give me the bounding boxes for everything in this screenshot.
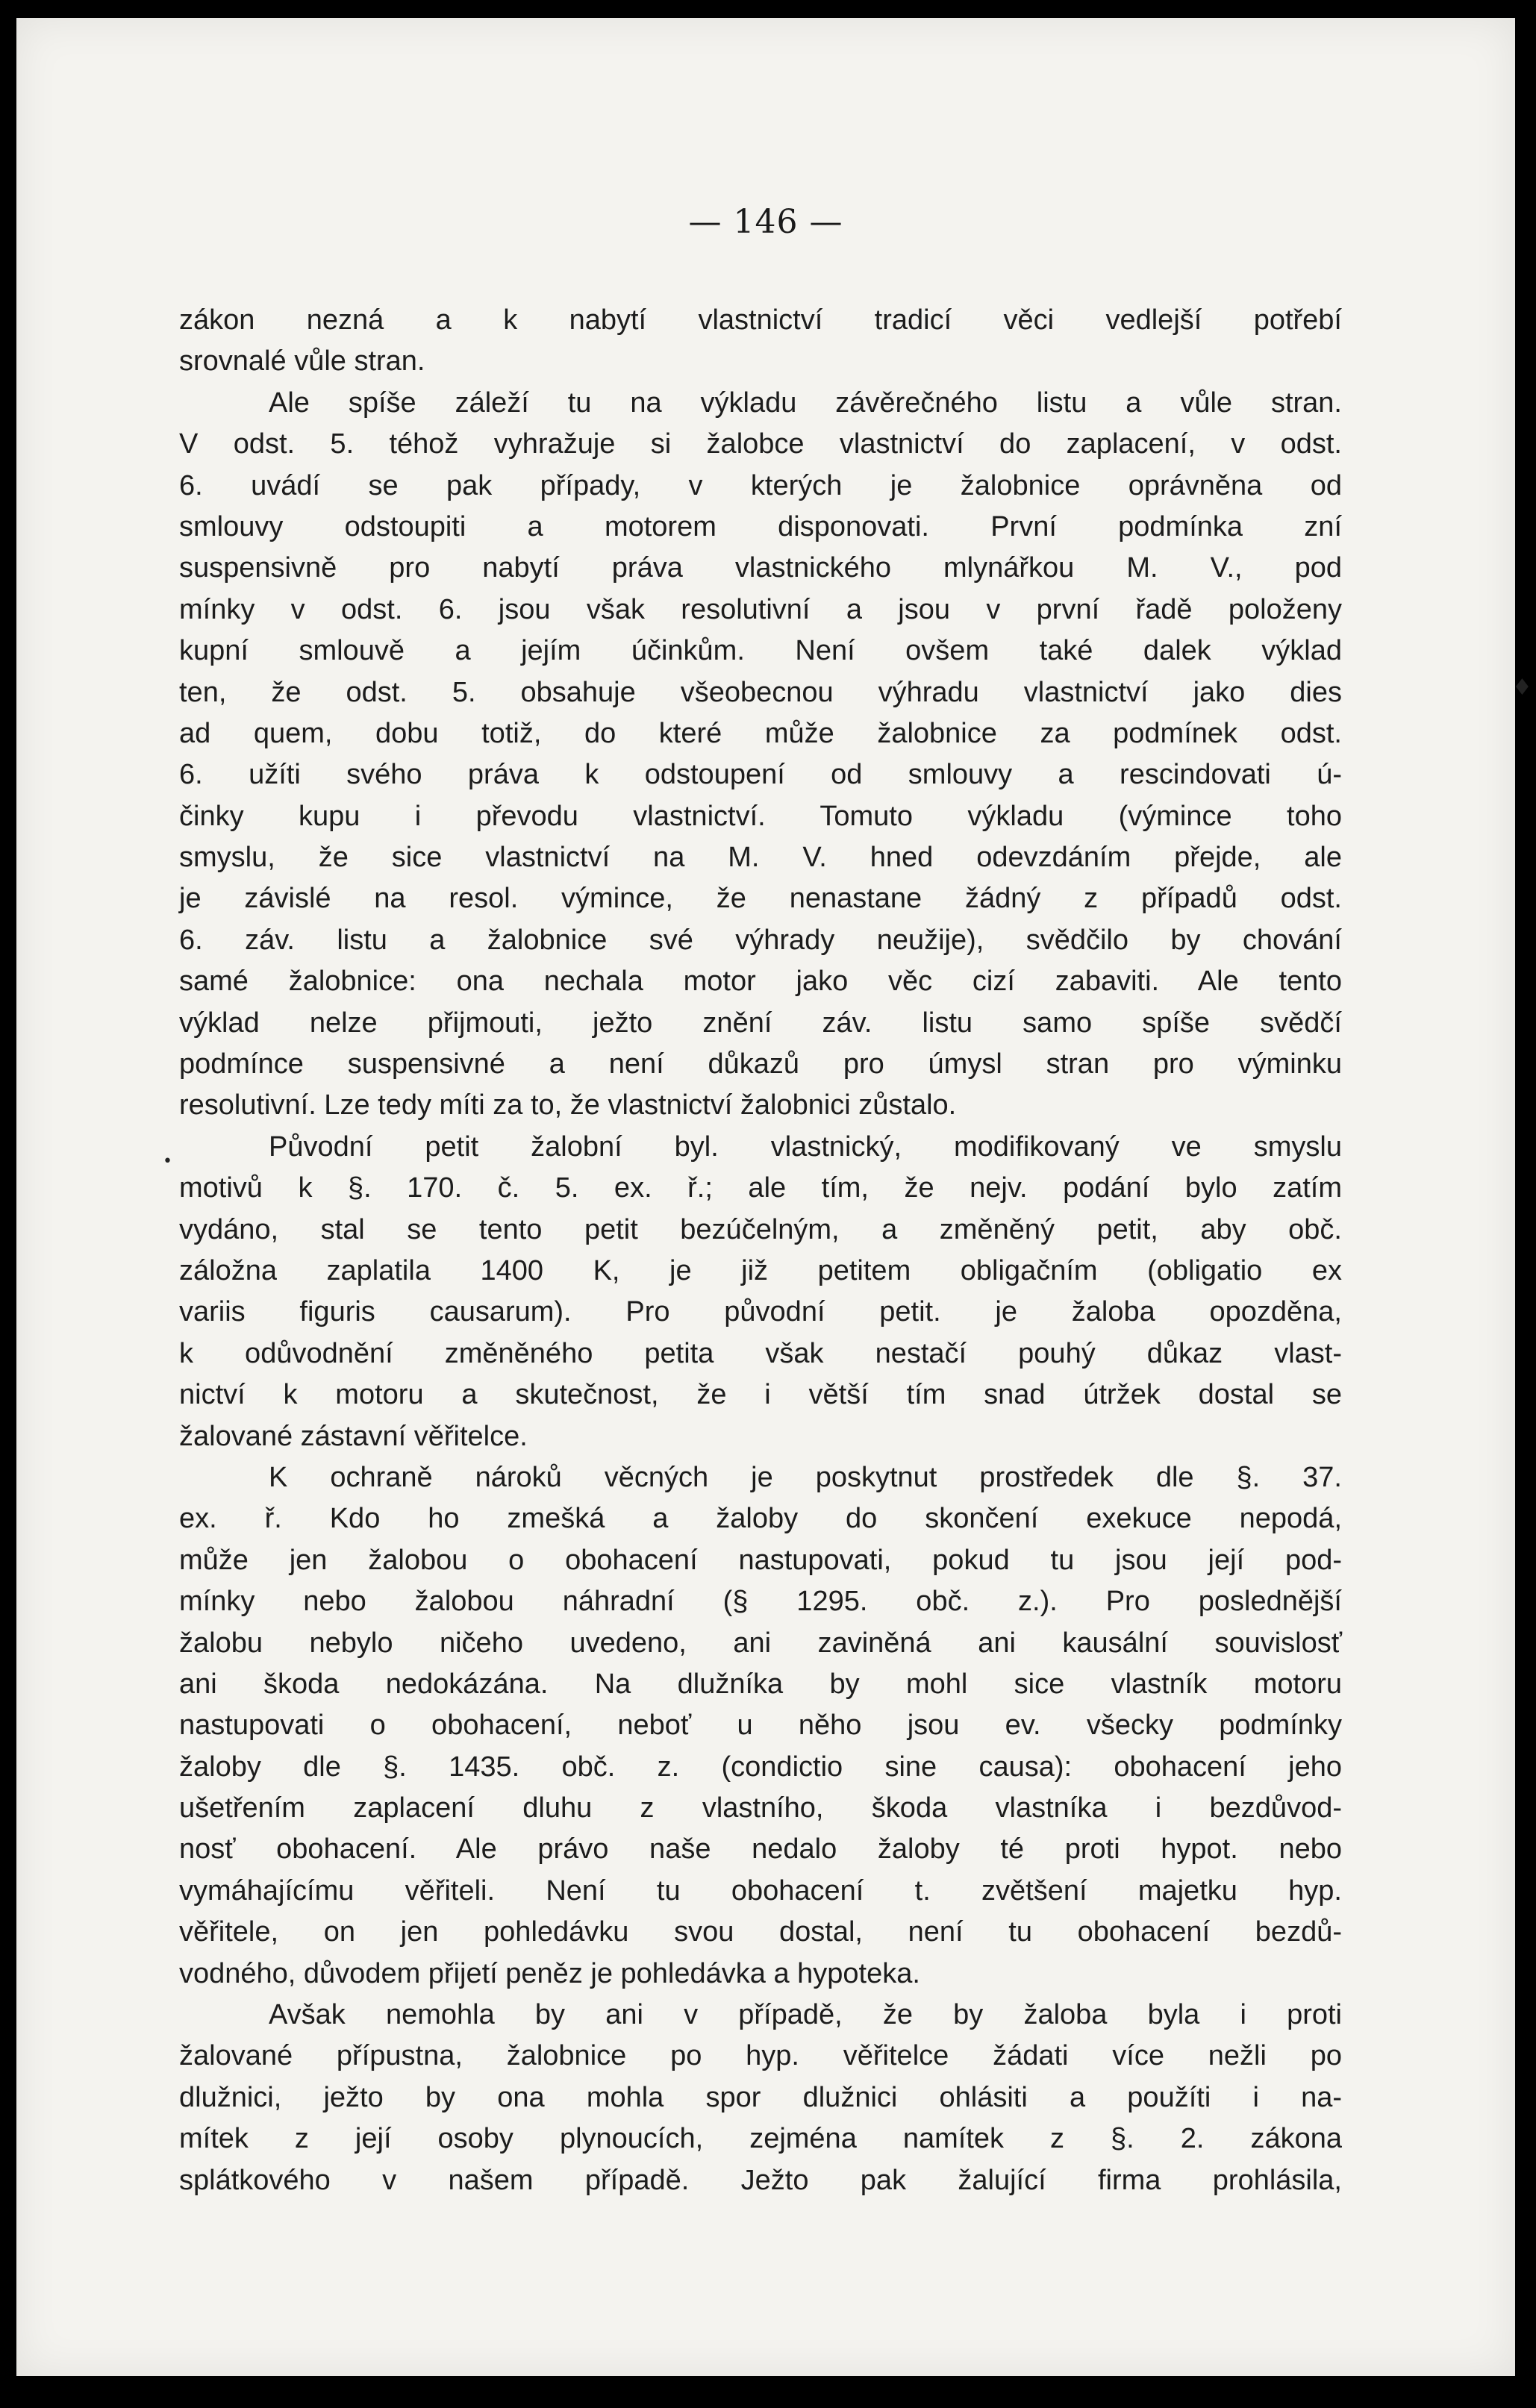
- text-line: 6. uvádí se pak případy, v kterých je žalobnice oprávněna od: [179, 469, 1342, 501]
- text-line: dlužnici, ježto by ona mohla spor dlužnici ohlásiti a použíti i na-: [179, 2081, 1342, 2113]
- text-line: vydáno, stal se tento petit bezúčelným, a změněný petit, aby obč.: [179, 1213, 1342, 1245]
- text-line: srovnalé vůle stran.: [179, 345, 425, 378]
- text-line: vymáhajícímu věřiteli. Není tu obohacení t. zvětšení majetku hyp.: [179, 1874, 1342, 1907]
- text-line: žalované přípustna, žalobnice po hyp. věřitelce žádati více nežli po: [179, 2040, 1342, 2072]
- text-line: zákon nezná a k nabytí vlastnictví tradicí věci vedlejší potřebí: [179, 304, 1342, 336]
- text-line: 6. záv. listu a žalobnice své výhrady neužije), svědčilo by chování: [179, 924, 1342, 956]
- text-line: žaloby dle §. 1435. obč. z. (condictio sine causa): obohacení jeho: [179, 1751, 1342, 1783]
- text-line: vodného, důvodem přijetí peněz je pohledávka a hypoteka.: [179, 1957, 920, 1989]
- text-line: mítek z její osoby plynoucích, zejména namítek z §. 2. zákona: [179, 2123, 1342, 2155]
- text-line: nastupovati o obohacení, neboť u něho jsou ev. všecky podmínky: [179, 1710, 1342, 1742]
- text-line: nictví k motoru a skutečnost, že i větší tím snad útržek dostal se: [179, 1379, 1342, 1411]
- text-line: Avšak nemohla by ani v případě, že by žaloba byla i proti: [269, 1999, 1342, 2031]
- text-line: ani škoda nedokázána. Na dlužníka by mohl sice vlastník motoru: [179, 1668, 1342, 1700]
- text-line: výklad nelze přijmouti, ježto znění záv. listu samo spíše svědčí: [179, 1007, 1342, 1039]
- text-line: žalované zástavní věřitelce.: [179, 1420, 528, 1452]
- text-line: činky kupu i převodu vlastnictví. Tomuto výkladu (výmince toho: [179, 800, 1342, 832]
- text-line: mínky nebo žalobou náhradní (§ 1295. obč. z.). Pro poslednější: [179, 1586, 1342, 1618]
- margin-dot: •: [163, 1152, 172, 1171]
- text-line: je závislé na resol. výmince, že nenastane žádný z případů odst.: [179, 883, 1342, 915]
- text-line: záložna zaplatila 1400 K, je již petitem obligačním (obligatio ex: [179, 1254, 1342, 1286]
- text-line: Ale spíše záleží tu na výkladu závěrečného listu a vůle stran.: [269, 387, 1342, 419]
- text-line: smlouvy odstoupiti a motorem disponovati. První podmínka zní: [179, 510, 1342, 542]
- text-line: 6. užíti svého práva k odstoupení od smlouvy a rescindovati ú-: [179, 759, 1342, 791]
- text-line: mínky v odst. 6. jsou však resolutivní a jsou v první řadě položeny: [179, 593, 1342, 625]
- text-line: ad quem, dobu totiž, do které může žalobnice za podmínek odst.: [179, 717, 1342, 749]
- body-text: [179, 300, 1342, 2201]
- book-page: [16, 18, 1532, 2376]
- text-line: smyslu, že sice vlastnictví na M. V. hned odevzdáním přejde, ale: [179, 842, 1342, 874]
- text-line: žalobu nebylo ničeho uvedeno, ani zaviněná ani kausální souvislosť: [179, 1627, 1342, 1659]
- margin-mark: ♦: [1512, 675, 1532, 701]
- page-number: — 146 —: [688, 203, 843, 241]
- text-line: motivů k §. 170. č. 5. ex. ř.; ale tím, že nejv. podání bylo zatím: [179, 1172, 1342, 1204]
- text-line: splátkového v našem případě. Ježto pak žalující firma prohlásila,: [179, 2164, 1342, 2196]
- text-line: variis figuris causarum). Pro původní petit. je žaloba opozděna,: [179, 1296, 1342, 1328]
- text-line: podmínce suspensivné a není důkazů pro úmysl stran pro výminku: [179, 1048, 1342, 1081]
- text-line: Původní petit žalobní byl. vlastnický, modifikovaný ve smyslu: [269, 1130, 1342, 1163]
- text-line: samé žalobnice: ona nechala motor jako věc cizí zabaviti. Ale tento: [179, 966, 1342, 998]
- text-line: věřitele, on jen pohledávku svou dostal, není tu obohacení bezdů-: [179, 1916, 1342, 1948]
- text-line: k odůvodnění změněného petita však nestačí pouhý důkaz vlast-: [179, 1337, 1342, 1369]
- text-line: ex. ř. Kdo ho zmešká a žaloby do skončení exekuce nepodá,: [179, 1503, 1342, 1535]
- text-line: ušetřením zaplacení dluhu z vlastního, škoda vlastníka i bezdůvod-: [179, 1792, 1342, 1824]
- text-line: kupní smlouvě a jejím účinkům. Není ovšem také dalek výklad: [179, 635, 1342, 667]
- text-line: resolutivní. Lze tedy míti za to, že vlastnictví žalobnici zůstalo.: [179, 1089, 957, 1122]
- text-line: může jen žalobou o obohacení nastupovati, pokud tu jsou její pod-: [179, 1544, 1342, 1576]
- text-line: suspensivně pro nabytí práva vlastnického mlynářkou M. V., pod: [179, 552, 1342, 584]
- text-line: K ochraně nároků věcných je poskytnut prostředek dle §. 37.: [269, 1461, 1342, 1493]
- text-line: ten, že odst. 5. obsahuje všeobecnou výhradu vlastnictví jako dies: [179, 676, 1342, 708]
- text-line: nosť obohacení. Ale právo naše nedalo žaloby té proti hypot. nebo: [179, 1833, 1342, 1866]
- text-line: V odst. 5. téhož vyhražuje si žalobce vlastnictví do zaplacení, v odst.: [179, 428, 1342, 460]
